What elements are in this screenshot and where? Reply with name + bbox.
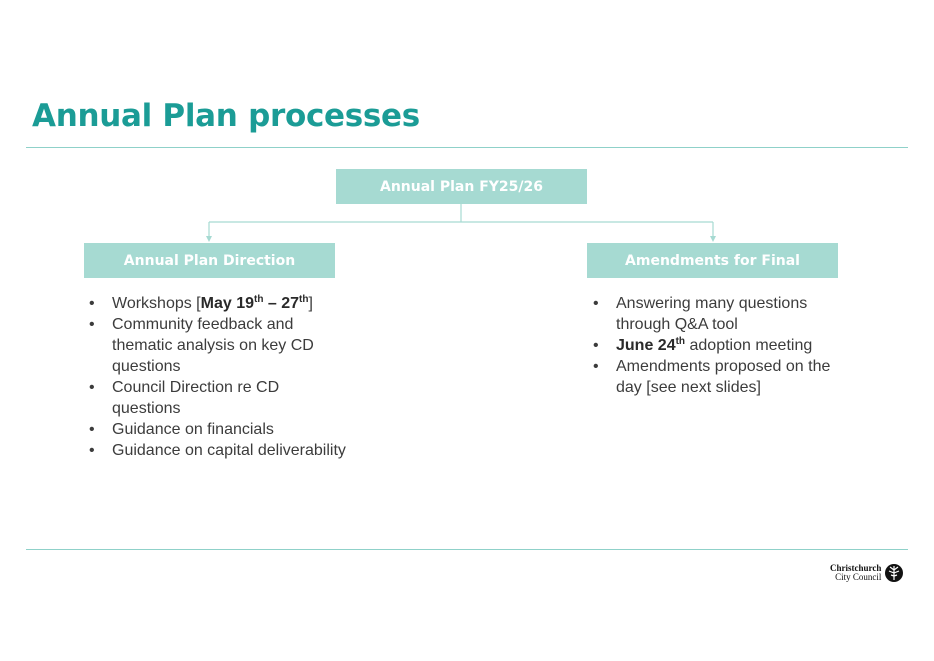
list-item: • Answering many questions through Q&A tool (593, 293, 853, 335)
slide-title: Annual Plan processes (32, 98, 420, 134)
tree-icon (884, 563, 904, 583)
list-item: • Community feedback and thematic analysis on key CD questions (89, 314, 349, 377)
right-box: Amendments for Final (587, 243, 838, 278)
arrowhead-right (710, 236, 716, 242)
root-box: Annual Plan FY25/26 (336, 169, 587, 204)
logo-line-2: City Council (835, 572, 882, 582)
list-item: • Guidance on financials (89, 419, 349, 440)
list-item: • Workshops [May 19th – 27th] (89, 293, 349, 314)
bottom-divider (26, 549, 908, 550)
list-item: • Guidance on capital deliverability (89, 440, 349, 461)
right-bullet-list (593, 293, 853, 398)
list-item: • Council Direction re CD questions (89, 377, 349, 419)
list-item: • June 24th adoption meeting (593, 335, 853, 356)
council-logo (830, 562, 904, 584)
left-bullet-list (89, 293, 349, 461)
list-item: • Amendments proposed on the day [see next slides] (593, 356, 853, 398)
left-box: Annual Plan Direction (84, 243, 335, 278)
arrowhead-left (206, 236, 212, 242)
logo-line-1: Christchurch (830, 563, 882, 573)
